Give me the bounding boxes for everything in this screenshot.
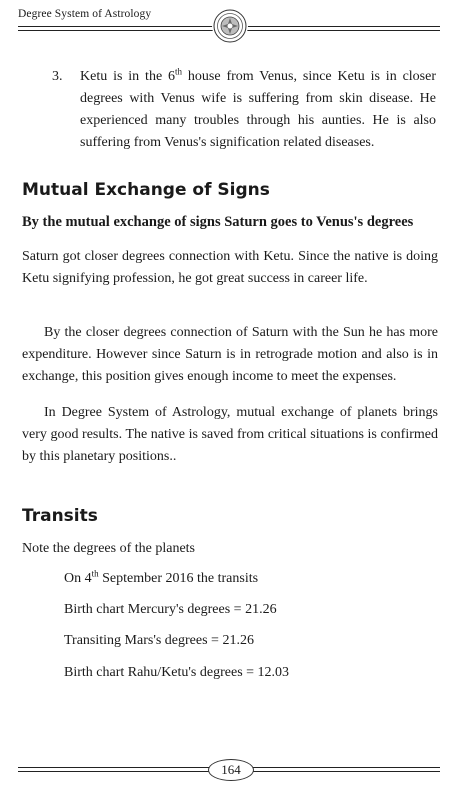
ornament-emblem-icon	[212, 8, 248, 44]
item3-sup: th	[175, 66, 183, 77]
transit-line-mercury: Birth chart Mercury's degrees = 21.26	[64, 602, 277, 617]
transit-date-before: On 4	[64, 571, 92, 586]
paragraph-saturn-ketu: Saturn got closer degrees connection with Ketu. Since the native is doing Ketu signifying profession, he got great success in career life.	[22, 249, 438, 286]
subheading-mutual-exchange: By the mutual exchange of signs Saturn goes to Venus's degrees	[22, 214, 414, 230]
list-number: 3.	[52, 69, 63, 84]
transit-date-after: September 2016 the transits	[98, 571, 259, 586]
transit-line-rahu-ketu: Birth chart Rahu/Ketu's degrees = 12.03	[64, 665, 290, 680]
transit-line-mars: Transiting Mars's degrees = 21.26	[64, 633, 254, 648]
transit-date-line	[64, 568, 259, 587]
paragraph-degree-system: In Degree System of Astrology, mutual exchange of planets brings very good results. The native is saved from critical situations is confirmed by this planetary positions..	[22, 405, 438, 464]
page-number: 164	[208, 759, 254, 781]
item3-text-before: Ketu is in the 6	[80, 69, 176, 84]
transit-date-sup: th	[91, 568, 99, 579]
running-head-title: Degree System of Astrology	[18, 8, 152, 20]
section-heading-transits: Transits	[22, 506, 98, 526]
list-item-3	[80, 66, 436, 154]
item3-text-after: house from Venus, since Ketu is in closer degrees with Venus wife is suffering from skin disease. He experienced many troubles through his aunties. He is also suffering from Venus's signification related diseases.	[80, 69, 436, 150]
paragraph-saturn-sun: By the closer degrees connection of Saturn with the Sun he has more expenditure. However since Saturn is in retrograde motion and also is in exchange, this position gives enough income to meet the expenses.	[22, 325, 438, 384]
section-heading-mutual-exchange: Mutual Exchange of Signs	[22, 180, 270, 200]
transits-intro: Note the degrees of the planets	[22, 541, 195, 556]
